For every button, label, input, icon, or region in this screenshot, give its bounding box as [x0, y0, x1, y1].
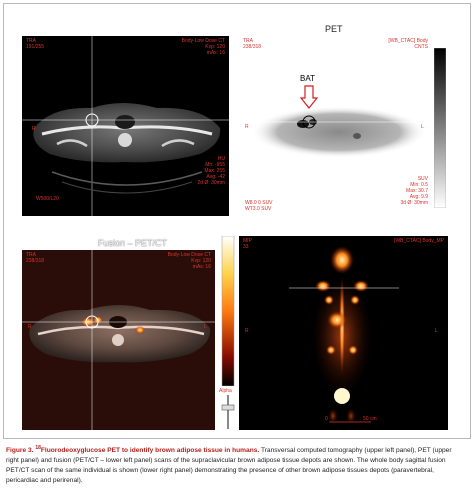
ct-hu-stats: HU Mn: -955 Max: 255 Avg: -42 2d Ø: 30mm: [197, 156, 225, 186]
mip-scale-end: 50 cm: [363, 416, 377, 422]
ct-series-label: TRA 191/255: [26, 38, 45, 50]
alpha-slider[interactable]: [221, 395, 235, 429]
pet-grayscale-colorbar: [434, 48, 446, 208]
mip-side-left-marker: L: [435, 328, 438, 334]
fusion-panel-title: Fusion – PET/CT: [98, 238, 168, 248]
fusion-side-right-marker: R: [28, 324, 32, 330]
caption-isotope-superscript: 18: [35, 445, 41, 451]
fusion-side-left-marker: L: [204, 324, 207, 330]
ct-image: [22, 36, 229, 216]
caption-body: Transversal computed tomography (upper left panel), PET (upper right panel) and fusion (PET/CT – lower left panel) scans of the supraclavicular brown adipose tissue depots are shown. The whole body sagittal fusion PET/CT scan of the same individual is shown (lower right panel) demonstrating the presence of other brown adipose tissues depots (paravertebral, pericardiac and perirenal).: [6, 447, 452, 485]
bat-annotation: BAT: [300, 74, 315, 83]
mip-side-right-marker: R: [245, 328, 249, 334]
mip-panel: [239, 236, 448, 430]
ct-side-right-marker: R: [32, 126, 36, 132]
pet-side-left-marker: L: [421, 124, 424, 130]
fusion-panel: [22, 250, 215, 430]
fusion-image: [22, 250, 215, 430]
pet-suv-stats: SUV Min: 0.5 Max: 30.7 Avg: 9.9 3d Ø: 30mm: [400, 176, 428, 206]
pet-panel-title: PET: [325, 24, 343, 34]
pet-recon-label: [WB_CTAC] Body CNTS: [388, 38, 428, 50]
ct-panel-title: CT: [110, 24, 122, 34]
alpha-label: Alpha: [219, 388, 232, 394]
mip-recon-label: [WB_CTAC] Body_MP: [394, 238, 444, 244]
fusion-hot-colorbar: [221, 236, 235, 386]
caption-figure-label: Figure 3.: [6, 447, 36, 455]
ct-panel: [22, 36, 229, 216]
pet-window-level: W8.0 0 SUV WT3.0 SUV: [245, 200, 273, 212]
ct-window-level: W500/L20: [36, 196, 59, 202]
alpha-slider-handle[interactable]: [222, 405, 234, 410]
mip-series-label: MIP 33: [243, 238, 252, 250]
fusion-series-label: TRA 238/318: [26, 252, 45, 264]
pet-panel: [239, 36, 448, 220]
pet-side-right-marker: R: [245, 124, 249, 130]
figure-caption: [6, 443, 466, 486]
pet-series-label: TRA 238/318: [243, 38, 262, 50]
mip-scale-start: 0: [325, 416, 328, 422]
fusion-scan-params: Body-Low Dose CT Kvp: 120 mAs: 16: [167, 252, 211, 270]
mip-image: [239, 236, 448, 430]
caption-title: Fluorodeoxyglucose PET to identify brown adipose tissue in humans.: [40, 447, 260, 455]
ct-scan-params: Body-Low Dose CT Kvp: 120 mAs: 16: [181, 38, 225, 56]
